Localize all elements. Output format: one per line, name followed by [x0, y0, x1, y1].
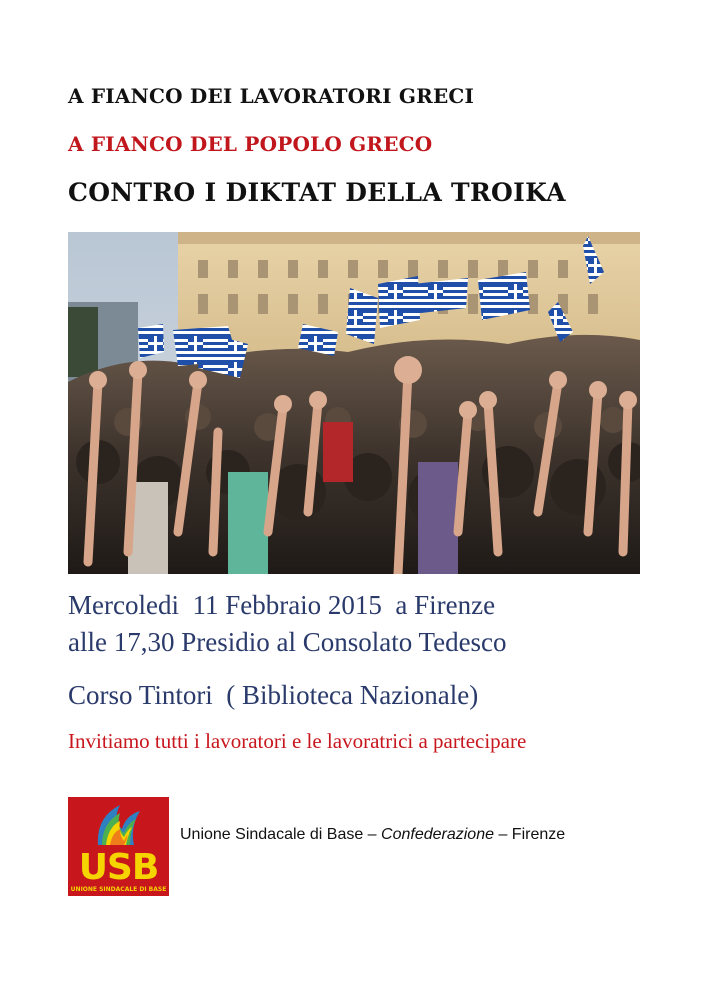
logo-subtitle: UNIONE SINDACALE DI BASE [70, 886, 167, 893]
org-separator: – [494, 826, 512, 843]
usb-logo [68, 797, 169, 896]
headline-people: A FIANCO DEL POPOLO GRECO [68, 132, 433, 156]
headline-troika: CONTRO I DIKTAT DELLA TROIKA [68, 178, 566, 207]
headline-workers: A FIANCO DEI LAVORATORI GRECI [68, 84, 475, 108]
event-date-line: Mercoledi 11 Febbraio 2015 a Firenze [68, 590, 496, 620]
organization-line [180, 826, 565, 844]
org-separator: – [363, 826, 382, 843]
protest-photo [68, 232, 640, 574]
org-type: Confederazione [381, 826, 494, 843]
org-city: Firenze [511, 826, 566, 843]
org-name: Unione Sindacale di Base [180, 826, 364, 843]
logo-acronym: USB [78, 847, 159, 888]
event-address-line: Corso Tintori ( Biblioteca Nazionale) [68, 680, 479, 710]
invitation-text: Invitiamo tutti i lavoratori e le lavoratrici a partecipare [68, 729, 527, 753]
event-time-place-line: alle 17,30 Presidio al Consolato Tedesco [68, 627, 507, 657]
